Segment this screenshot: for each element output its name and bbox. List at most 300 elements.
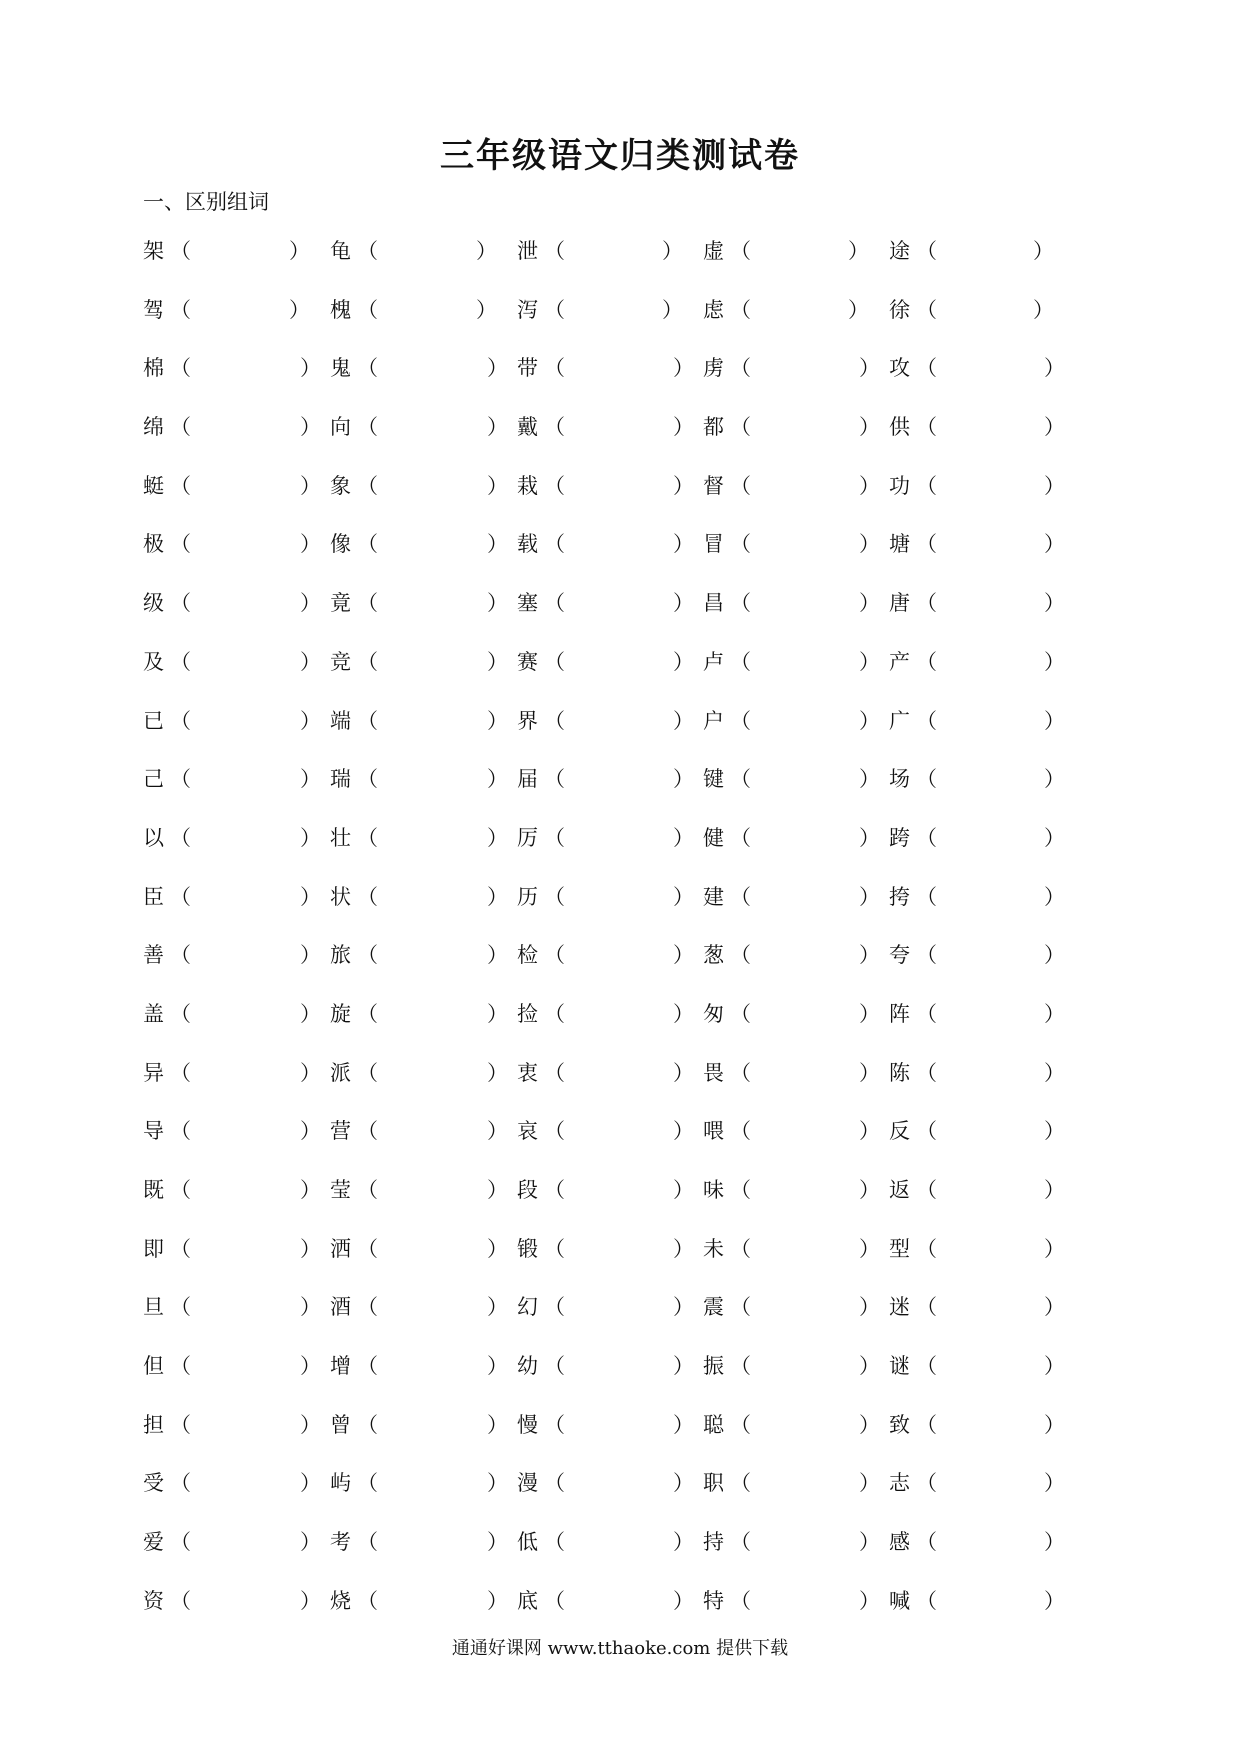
character: 以	[143, 825, 164, 850]
character: 段	[517, 1178, 538, 1202]
answer-blank-close: ）	[300, 649, 321, 674]
answer-blank-open: （	[730, 825, 751, 850]
answer-blank-close: ）	[673, 1060, 694, 1085]
answer-blank-close: ）	[859, 1354, 880, 1379]
answer-blank-open: （	[916, 1412, 937, 1437]
character: 畏	[703, 1060, 724, 1085]
answer-blank-close: ）	[1044, 1001, 1065, 1026]
answer-blank-open: （	[730, 708, 751, 733]
answer-blank-close: ）	[673, 415, 694, 440]
footer-credit: 通通好课网 www.tthaoke.com 提供下载	[451, 1638, 789, 1659]
character: 资	[143, 1588, 164, 1613]
answer-blank-open: （	[544, 1354, 565, 1379]
answer-blank-open: （	[916, 1471, 937, 1496]
answer-blank-close: ）	[487, 1471, 508, 1496]
word-row	[0, 881, 1240, 940]
answer-blank-close: ）	[487, 1001, 508, 1026]
answer-blank-open: （	[544, 1001, 565, 1026]
answer-blank-close: ）	[859, 532, 880, 557]
answer-blank-open: （	[916, 1178, 937, 1202]
answer-blank-open: （	[544, 1236, 565, 1261]
character: 供	[889, 415, 910, 440]
answer-blank-open: （	[544, 297, 565, 322]
answer-blank-open: （	[170, 1001, 191, 1026]
answer-blank-open: （	[170, 415, 191, 440]
character: 鬼	[330, 356, 351, 381]
answer-blank-open: （	[170, 884, 191, 909]
character: 型	[889, 1236, 910, 1261]
character: 旅	[330, 943, 351, 968]
answer-blank-close: ）	[673, 532, 694, 557]
answer-blank-close: ）	[859, 1530, 880, 1555]
answer-blank-close: ）	[487, 415, 508, 440]
character: 虑	[703, 297, 724, 322]
answer-blank-open: （	[357, 1354, 378, 1379]
character: 幻	[517, 1295, 538, 1320]
character: 夸	[889, 943, 910, 968]
word-row	[0, 1467, 1240, 1526]
character: 臣	[143, 884, 164, 909]
character: 带	[517, 356, 538, 381]
character: 既	[143, 1178, 164, 1202]
answer-blank-open: （	[170, 1060, 191, 1085]
character: 振	[703, 1354, 724, 1379]
character: 持	[703, 1530, 724, 1555]
character: 架	[143, 239, 164, 263]
answer-blank-close: ）	[1044, 473, 1065, 498]
character: 洒	[330, 1236, 351, 1261]
answer-blank-close: ）	[1044, 1236, 1065, 1261]
word-row	[0, 998, 1240, 1057]
word-row	[0, 1526, 1240, 1585]
answer-blank-open: （	[544, 532, 565, 557]
answer-blank-open: （	[170, 1178, 191, 1202]
character: 昌	[703, 591, 724, 616]
answer-blank-open: （	[730, 473, 751, 498]
character: 都	[703, 415, 724, 440]
answer-blank-open: （	[544, 767, 565, 792]
character: 泻	[517, 297, 538, 322]
answer-blank-open: （	[544, 1119, 565, 1144]
answer-blank-open: （	[357, 473, 378, 498]
answer-blank-open: （	[730, 532, 751, 557]
answer-blank-open: （	[730, 767, 751, 792]
character: 塘	[889, 532, 910, 557]
answer-blank-close: ）	[1033, 239, 1054, 263]
word-row	[0, 528, 1240, 587]
word-row	[0, 1291, 1240, 1350]
character: 震	[703, 1295, 724, 1320]
character: 酒	[330, 1295, 351, 1320]
answer-blank-open: （	[730, 1471, 751, 1496]
answer-blank-open: （	[170, 1530, 191, 1555]
answer-blank-open: （	[730, 239, 751, 263]
answer-blank-close: ）	[1044, 649, 1065, 674]
answer-blank-close: ）	[662, 239, 683, 263]
character: 极	[143, 532, 164, 557]
character: 增	[330, 1354, 351, 1379]
answer-blank-open: （	[544, 1530, 565, 1555]
answer-blank-close: ）	[673, 708, 694, 733]
answer-blank-close: ）	[487, 1178, 508, 1202]
word-row	[0, 939, 1240, 998]
character: 攻	[889, 356, 910, 381]
answer-blank-open: （	[544, 415, 565, 440]
answer-blank-open: （	[170, 1588, 191, 1613]
answer-blank-close: ）	[673, 1530, 694, 1555]
answer-blank-close: ）	[859, 943, 880, 968]
answer-blank-open: （	[916, 297, 937, 322]
answer-blank-close: ）	[859, 1119, 880, 1144]
character: 迷	[889, 1295, 910, 1320]
answer-blank-close: ）	[673, 1295, 694, 1320]
answer-blank-close: ）	[487, 1236, 508, 1261]
character: 象	[330, 473, 351, 498]
answer-blank-close: ）	[1044, 708, 1065, 733]
answer-blank-open: （	[357, 825, 378, 850]
word-row	[0, 587, 1240, 646]
character: 捡	[517, 1001, 538, 1026]
answer-blank-open: （	[357, 591, 378, 616]
character: 屿	[330, 1471, 351, 1496]
character: 幼	[517, 1354, 538, 1379]
answer-blank-open: （	[357, 767, 378, 792]
answer-blank-close: ）	[300, 1530, 321, 1555]
answer-blank-open: （	[170, 239, 191, 263]
answer-blank-close: ）	[487, 767, 508, 792]
word-row	[0, 470, 1240, 529]
character: 旋	[330, 1001, 351, 1026]
answer-blank-close: ）	[300, 591, 321, 616]
answer-blank-open: （	[730, 356, 751, 381]
answer-blank-close: ）	[859, 1001, 880, 1026]
answer-blank-open: （	[544, 943, 565, 968]
character: 感	[889, 1530, 910, 1555]
answer-blank-open: （	[730, 1530, 751, 1555]
answer-blank-open: （	[730, 943, 751, 968]
character: 衷	[517, 1060, 538, 1085]
answer-blank-open: （	[357, 297, 378, 322]
answer-blank-close: ）	[1044, 1295, 1065, 1320]
answer-blank-open: （	[357, 1001, 378, 1026]
answer-blank-close: ）	[1044, 825, 1065, 850]
answer-blank-close: ）	[487, 943, 508, 968]
answer-blank-open: （	[916, 943, 937, 968]
answer-blank-close: ）	[673, 1412, 694, 1437]
character: 像	[330, 532, 351, 557]
character: 营	[330, 1119, 351, 1144]
character: 曾	[330, 1412, 351, 1437]
character: 哀	[517, 1119, 538, 1144]
character: 状	[330, 884, 351, 909]
character: 产	[889, 649, 910, 674]
character: 味	[703, 1178, 724, 1202]
answer-blank-open: （	[357, 1178, 378, 1202]
character: 但	[143, 1354, 164, 1379]
word-row	[0, 1350, 1240, 1409]
answer-blank-close: ）	[1044, 767, 1065, 792]
answer-blank-close: ）	[859, 884, 880, 909]
answer-blank-close: ）	[1044, 943, 1065, 968]
character: 聪	[703, 1412, 724, 1437]
character: 竞	[330, 649, 351, 674]
character: 卢	[703, 649, 724, 674]
character: 盖	[143, 1001, 164, 1026]
answer-blank-close: ）	[1044, 1354, 1065, 1379]
answer-blank-open: （	[357, 532, 378, 557]
answer-blank-open: （	[544, 473, 565, 498]
character: 驾	[143, 297, 164, 322]
answer-blank-close: ）	[1044, 1588, 1065, 1613]
answer-blank-open: （	[357, 356, 378, 381]
character: 匆	[703, 1001, 724, 1026]
answer-blank-close: ）	[300, 1060, 321, 1085]
character: 功	[889, 473, 910, 498]
character: 唐	[889, 591, 910, 616]
answer-blank-close: ）	[487, 532, 508, 557]
answer-blank-close: ）	[300, 1354, 321, 1379]
answer-blank-open: （	[730, 1588, 751, 1613]
answer-blank-close: ）	[848, 239, 869, 263]
character: 考	[330, 1530, 351, 1555]
answer-blank-open: （	[916, 415, 937, 440]
answer-blank-open: （	[544, 1588, 565, 1613]
answer-blank-close: ）	[1044, 1119, 1065, 1144]
answer-blank-close: ）	[673, 591, 694, 616]
character: 职	[703, 1471, 724, 1496]
answer-blank-close: ）	[487, 1119, 508, 1144]
answer-blank-close: ）	[859, 1412, 880, 1437]
character: 爱	[143, 1530, 164, 1555]
character: 谜	[889, 1354, 910, 1379]
character: 即	[143, 1236, 164, 1261]
answer-blank-open: （	[916, 1588, 937, 1613]
answer-blank-open: （	[730, 1236, 751, 1261]
character: 反	[889, 1119, 910, 1144]
answer-blank-open: （	[730, 1354, 751, 1379]
answer-blank-open: （	[170, 1119, 191, 1144]
answer-blank-close: ）	[673, 943, 694, 968]
character: 端	[330, 708, 351, 733]
answer-blank-open: （	[357, 239, 378, 263]
answer-blank-close: ）	[673, 1178, 694, 1202]
character: 级	[143, 591, 164, 616]
answer-blank-open: （	[544, 649, 565, 674]
character: 返	[889, 1178, 910, 1202]
answer-blank-close: ）	[673, 1001, 694, 1026]
character: 未	[703, 1236, 724, 1261]
character: 督	[703, 473, 724, 498]
answer-blank-open: （	[730, 1001, 751, 1026]
character: 陈	[889, 1060, 910, 1085]
answer-blank-close: ）	[673, 1588, 694, 1613]
answer-blank-open: （	[916, 1354, 937, 1379]
answer-blank-close: ）	[859, 591, 880, 616]
answer-blank-open: （	[170, 708, 191, 733]
character: 葱	[703, 943, 724, 968]
word-row	[0, 763, 1240, 822]
character: 跨	[889, 825, 910, 850]
answer-blank-open: （	[170, 767, 191, 792]
character: 历	[517, 884, 538, 909]
answer-blank-open: （	[357, 1588, 378, 1613]
answer-blank-close: ）	[300, 767, 321, 792]
character: 及	[143, 649, 164, 674]
answer-blank-close: ）	[1044, 1178, 1065, 1202]
answer-blank-open: （	[170, 473, 191, 498]
answer-blank-open: （	[544, 1060, 565, 1085]
answer-blank-close: ）	[487, 473, 508, 498]
answer-blank-open: （	[544, 1412, 565, 1437]
character: 厉	[517, 825, 538, 850]
word-row	[0, 646, 1240, 705]
answer-blank-close: ）	[487, 884, 508, 909]
character: 竟	[330, 591, 351, 616]
character: 向	[330, 415, 351, 440]
answer-blank-close: ）	[300, 356, 321, 381]
character: 喂	[703, 1119, 724, 1144]
answer-blank-open: （	[170, 943, 191, 968]
answer-blank-close: ）	[289, 239, 310, 263]
answer-blank-close: ）	[487, 591, 508, 616]
answer-blank-open: （	[916, 1236, 937, 1261]
answer-blank-close: ）	[673, 884, 694, 909]
answer-blank-open: （	[544, 1178, 565, 1202]
answer-blank-close: ）	[300, 1178, 321, 1202]
answer-blank-close: ）	[859, 415, 880, 440]
answer-blank-open: （	[916, 1001, 937, 1026]
character: 检	[517, 943, 538, 968]
answer-blank-open: （	[544, 884, 565, 909]
character: 龟	[330, 239, 351, 263]
character: 善	[143, 943, 164, 968]
character: 绵	[143, 415, 164, 440]
answer-blank-open: （	[916, 1530, 937, 1555]
answer-blank-open: （	[730, 415, 751, 440]
answer-blank-close: ）	[300, 1412, 321, 1437]
word-row	[0, 294, 1240, 353]
answer-blank-close: ）	[487, 1295, 508, 1320]
character: 蜓	[143, 473, 164, 498]
character: 锻	[517, 1236, 538, 1261]
character: 健	[703, 825, 724, 850]
answer-blank-close: ）	[1044, 884, 1065, 909]
answer-blank-close: ）	[1033, 297, 1054, 322]
answer-blank-open: （	[544, 825, 565, 850]
answer-blank-close: ）	[859, 1471, 880, 1496]
answer-blank-open: （	[916, 356, 937, 381]
answer-blank-open: （	[170, 1236, 191, 1261]
answer-blank-open: （	[916, 239, 937, 263]
answer-blank-open: （	[730, 1295, 751, 1320]
character: 慢	[517, 1412, 538, 1437]
answer-blank-close: ）	[1044, 1060, 1065, 1085]
answer-blank-close: ）	[476, 239, 497, 263]
answer-blank-close: ）	[859, 708, 880, 733]
answer-blank-open: （	[730, 884, 751, 909]
word-row	[0, 705, 1240, 764]
answer-blank-close: ）	[673, 649, 694, 674]
answer-blank-open: （	[916, 884, 937, 909]
answer-blank-open: （	[170, 825, 191, 850]
answer-blank-close: ）	[487, 708, 508, 733]
answer-blank-close: ）	[673, 767, 694, 792]
character: 界	[517, 708, 538, 733]
answer-blank-close: ）	[487, 1530, 508, 1555]
answer-blank-open: （	[916, 708, 937, 733]
character: 底	[517, 1588, 538, 1613]
character: 户	[703, 708, 724, 733]
answer-blank-close: ）	[859, 767, 880, 792]
character: 挎	[889, 884, 910, 909]
answer-blank-open: （	[916, 1119, 937, 1144]
character: 键	[703, 767, 724, 792]
character: 壮	[330, 825, 351, 850]
word-row	[0, 1409, 1240, 1468]
answer-blank-open: （	[170, 591, 191, 616]
character: 广	[889, 708, 910, 733]
character: 泄	[517, 239, 538, 263]
answer-blank-close: ）	[673, 1471, 694, 1496]
character: 虚	[703, 239, 724, 263]
word-row	[0, 822, 1240, 881]
answer-blank-open: （	[730, 297, 751, 322]
answer-blank-close: ）	[1044, 532, 1065, 557]
page-title: 三年级语文归类测试卷	[440, 136, 800, 176]
answer-blank-open: （	[916, 1295, 937, 1320]
answer-blank-open: （	[357, 1295, 378, 1320]
character: 建	[703, 884, 724, 909]
answer-blank-close: ）	[487, 1354, 508, 1379]
character: 虏	[703, 356, 724, 381]
character: 槐	[330, 297, 351, 322]
answer-blank-open: （	[730, 1119, 751, 1144]
character: 塞	[517, 591, 538, 616]
character: 场	[889, 767, 910, 792]
answer-blank-open: （	[730, 649, 751, 674]
answer-blank-open: （	[170, 649, 191, 674]
answer-blank-open: （	[544, 591, 565, 616]
answer-blank-close: ）	[1044, 1412, 1065, 1437]
answer-blank-close: ）	[859, 1295, 880, 1320]
character: 异	[143, 1060, 164, 1085]
answer-blank-close: ）	[300, 1236, 321, 1261]
answer-blank-open: （	[544, 1295, 565, 1320]
answer-blank-close: ）	[487, 1060, 508, 1085]
answer-blank-open: （	[730, 1060, 751, 1085]
character: 途	[889, 239, 910, 263]
character: 致	[889, 1412, 910, 1437]
character: 低	[517, 1530, 538, 1555]
answer-blank-close: ）	[673, 1236, 694, 1261]
character: 受	[143, 1471, 164, 1496]
answer-blank-open: （	[170, 1354, 191, 1379]
answer-blank-open: （	[357, 649, 378, 674]
answer-blank-open: （	[357, 1471, 378, 1496]
answer-blank-close: ）	[673, 473, 694, 498]
answer-blank-close: ）	[300, 943, 321, 968]
character: 徐	[889, 297, 910, 322]
answer-blank-close: ）	[300, 1119, 321, 1144]
answer-blank-close: ）	[673, 825, 694, 850]
character: 己	[143, 767, 164, 792]
answer-blank-open: （	[357, 1060, 378, 1085]
character: 漫	[517, 1471, 538, 1496]
answer-blank-close: ）	[300, 1295, 321, 1320]
answer-blank-close: ）	[476, 297, 497, 322]
answer-blank-open: （	[916, 532, 937, 557]
answer-blank-close: ）	[1044, 591, 1065, 616]
